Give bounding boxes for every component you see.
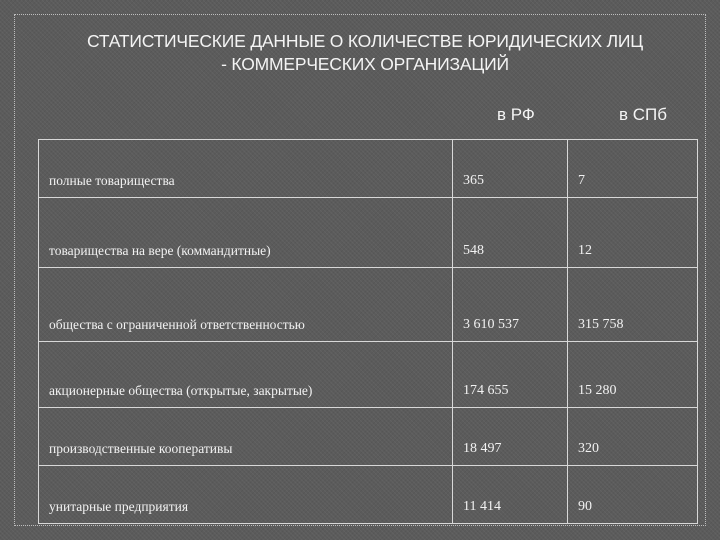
table-row <box>39 408 698 466</box>
spb-value: 7 <box>568 140 698 198</box>
table-row <box>39 342 698 408</box>
spb-value: 320 <box>568 408 698 466</box>
rf-value: 11 414 <box>453 466 568 524</box>
row-label: производственные кооперативы <box>39 408 453 466</box>
table-row <box>39 268 698 342</box>
spb-value: 90 <box>568 466 698 524</box>
column-header-rf: в РФ <box>497 105 535 124</box>
rf-value: 174 655 <box>453 342 568 408</box>
spb-value: 15 280 <box>568 342 698 408</box>
row-label: общества с ограниченной ответственностью <box>39 268 453 342</box>
spb-value: 12 <box>568 198 698 268</box>
spb-value: 315 758 <box>568 268 698 342</box>
row-label: унитарные предприятия <box>39 466 453 524</box>
rf-value: 18 497 <box>453 408 568 466</box>
rf-value: 3 610 537 <box>453 268 568 342</box>
column-header-spb: в СПб <box>619 105 667 124</box>
row-label: товарищества на вере (коммандитные) <box>39 198 453 268</box>
table-row <box>39 198 698 268</box>
slide-title <box>20 30 710 76</box>
table-row <box>39 140 698 198</box>
statistics-table <box>38 139 698 524</box>
row-label: полные товарищества <box>39 140 453 198</box>
rf-value: 548 <box>453 198 568 268</box>
title-line-1: СТАТИСТИЧЕСКИЕ ДАННЫЕ О КОЛИЧЕСТВЕ ЮРИДИЧЕСКИХ ЛИЦ <box>86 31 644 51</box>
row-label: акционерные общества (открытые, закрытые) <box>39 342 453 408</box>
table-row <box>39 466 698 524</box>
title-line-2: - КОММЕРЧЕСКИХ ОРГАНИЗАЦИЙ <box>221 54 509 74</box>
rf-value: 365 <box>453 140 568 198</box>
